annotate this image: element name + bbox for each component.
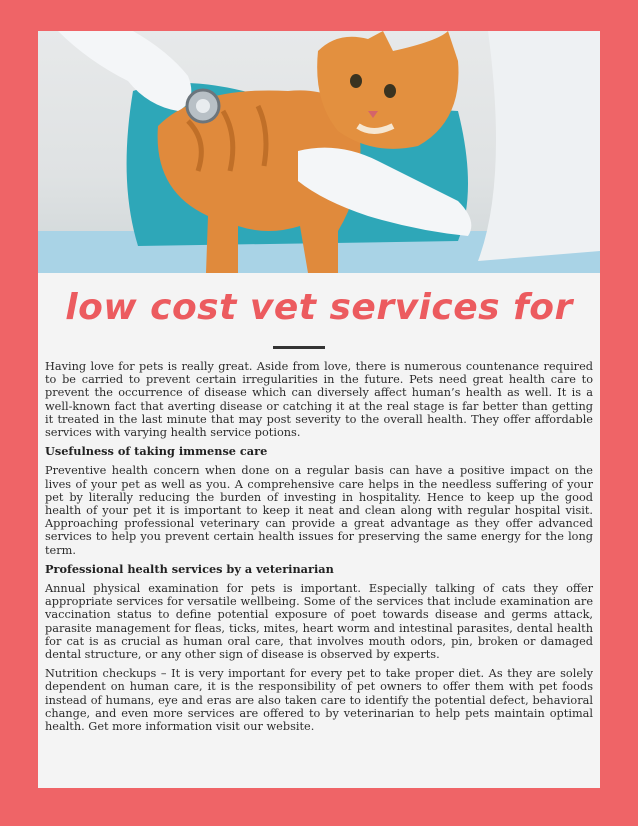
cat-vet-illustration	[38, 31, 600, 273]
usefulness-paragraph: Preventive health concern when done on a regular basis can have a positive impact on the lives of your pet as well as you. A comprehensive care helps in the needless suffering of your pet by literally reducing the burden of investing in hospitality. Hence to keep up the good health of your pet it is important to keep it neat and clean along with regular hospital visit. Approaching professional veterinary can provide a great advantage as they offer advanced services to help you prevent certain health issues for preserving the same energy for the long term.	[45, 464, 593, 557]
intro-paragraph: Having love for pets is really great. Aside from love, there is numerous countenance required to be carried to prevent certain irregularities in the future. Pets need great health care to prevent the occurrence of disease which can diversely affect human’s health as well. It is a well-known fact that averting disease or catching it at the real stage is far better than getting it treated in the last minute that may post severity to the overall health. They offer affordable services with varying health service potions.	[45, 360, 593, 440]
professional-paragraph: Annual physical examination for pets is important. Especially talking of cats they offer appropriate services for versatile wellbeing. Some of the services that include examination are vaccination status to define potential exposure of poet towards disease and germs attack, parasite management for fleas, ticks, mites, heart worm and intestinal parasites, dental health for cat is as crucial as human oral care, that involves mouth odors, pin, broken or damaged dental structure, or any other sign of disease is observed by experts.	[45, 582, 593, 662]
section-heading-usefulness: Usefulness of taking immense care	[45, 444, 268, 459]
gloved-hand-left	[58, 31, 191, 111]
nutrition-paragraph: Nutrition checkups – It is very important for every pet to take proper diet. As they are solely dependent on human care, it is the responsibility of pet owners to offer them with pet foods instead of humans, eye and eras are also taken care to identify the potential defect, behavioral change, and even more services are offered to by veterinarian to help pets maintain optimal health. Get more information visit our website.	[45, 667, 593, 734]
cat-eye-right	[384, 84, 396, 98]
hero-photo	[38, 31, 600, 273]
section-heading-professional: Professional health services by a veterinarian	[45, 561, 334, 576]
document-page	[38, 31, 600, 788]
article-body	[38, 349, 600, 733]
cat-eye-left	[350, 74, 362, 88]
vet-coat	[478, 31, 600, 261]
page-title: low cost vet services for	[65, 287, 573, 328]
